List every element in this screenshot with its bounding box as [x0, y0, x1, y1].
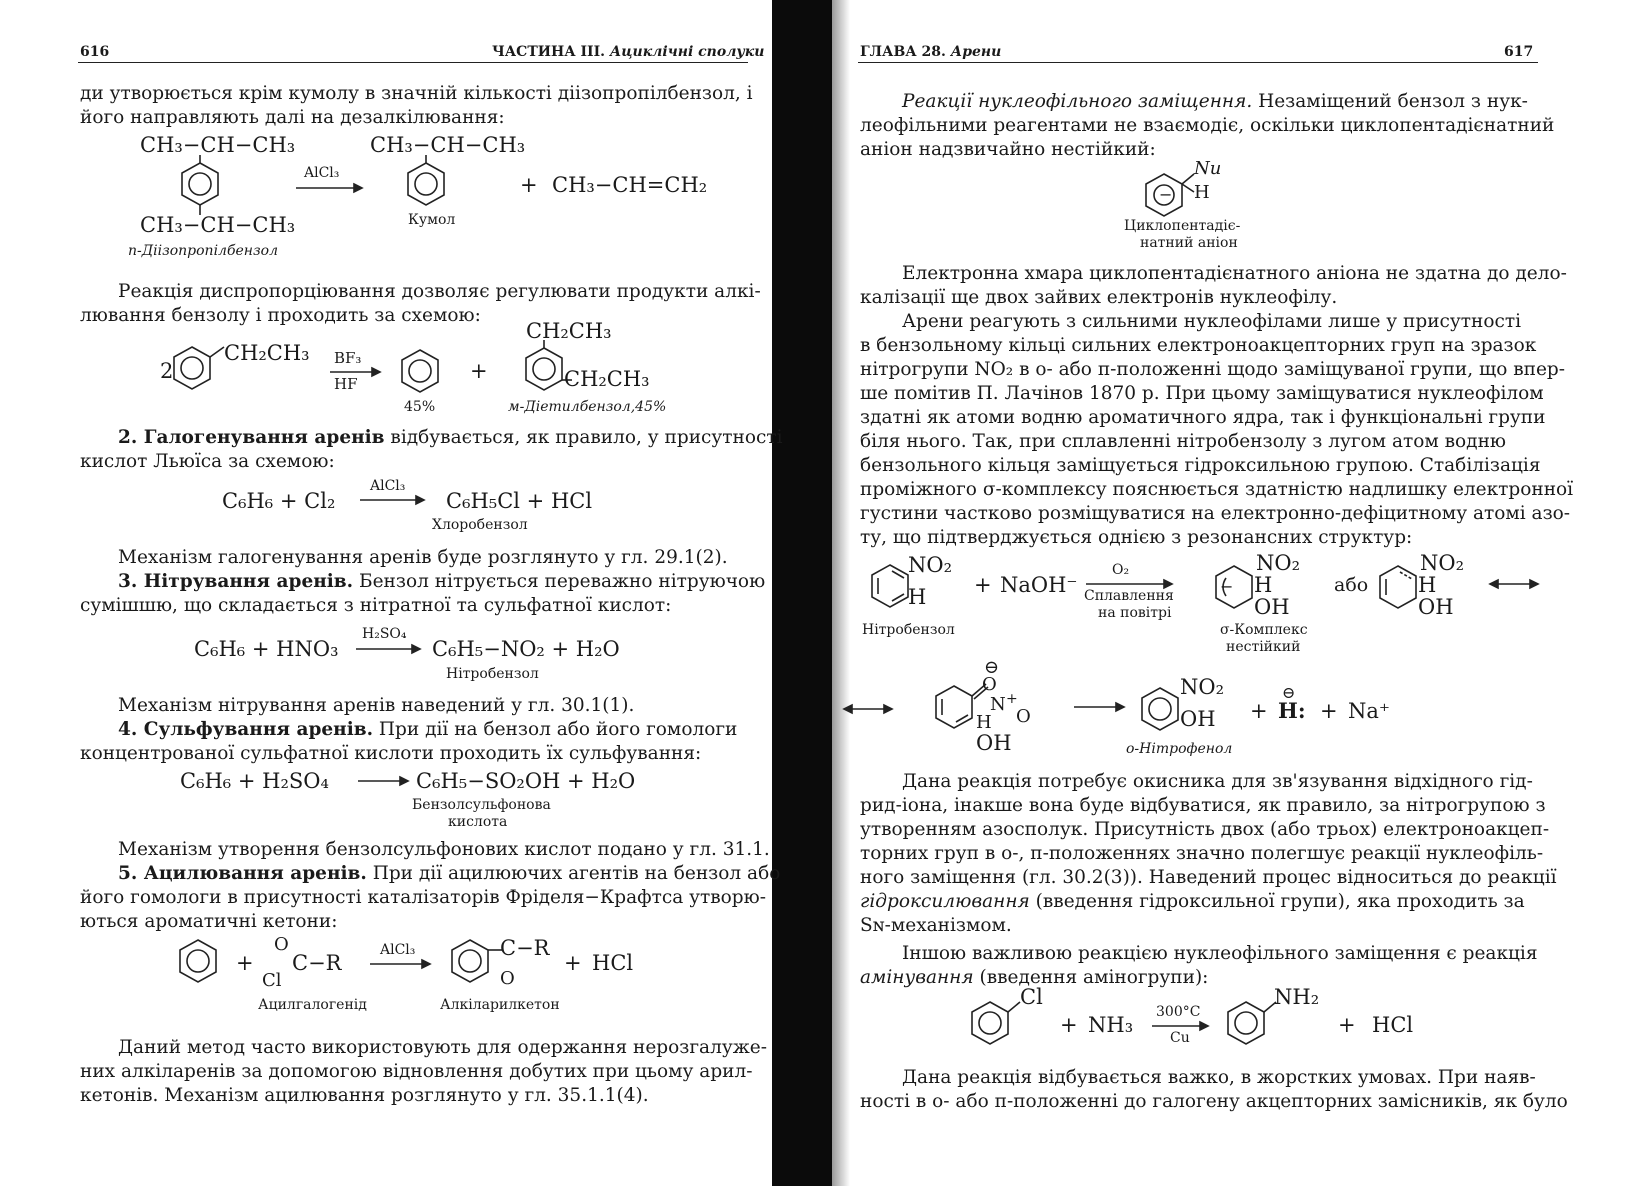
sigma-minus: − — [1220, 577, 1234, 596]
aci-oh: OH — [976, 731, 1012, 755]
cumene-ring — [404, 155, 448, 207]
amin-nh2: NH₂ — [1274, 985, 1320, 1009]
sulfo-label-2: кислота — [448, 814, 508, 830]
acyl-cr: C−R — [292, 951, 342, 975]
sulfo-rhs: C₆H₅−SO₂OH + H₂O — [416, 769, 636, 793]
np-oh: OH — [1180, 707, 1216, 731]
aci-o2: O — [1016, 706, 1031, 727]
resonance-arrow-2 — [844, 703, 892, 715]
book-spine-shadow — [832, 0, 850, 1186]
res-no2: NO₂ — [1420, 551, 1465, 575]
anion-label-1: Циклопентадіє- — [1124, 218, 1241, 234]
left-line: Механізм галогенування аренів буде розглянуто у гл. 29.1(2). — [118, 547, 728, 568]
mech1-reagent-top: O₂ — [1112, 562, 1130, 578]
nitro-arrow — [356, 645, 420, 655]
aci-n: N — [990, 694, 1006, 715]
left-line: його направляють далі на дезалкілювання: — [80, 107, 505, 128]
right-line: бензольного кільця заміщується гідроксильною групою. Стабілізація — [860, 455, 1541, 476]
right-line: ше помітив П. Лачінов 1870 р. При цьому заміщуватися нуклеофілом — [860, 383, 1544, 404]
right-line: Дана реакція потребує окисника для зв'язування відхідного гід- — [902, 771, 1533, 792]
sigma-label-2: нестійкий — [1226, 639, 1301, 655]
right-line: нітрогрупи NO₂ в о- або п-положенні щодо заміщуваної групи, що впер- — [860, 359, 1566, 380]
right-page — [850, 0, 1626, 1186]
acyl-label-2: Алкіларилкетон — [440, 997, 560, 1013]
scheme2-reagent-bottom: HF — [334, 375, 358, 393]
acylation-heading — [118, 862, 780, 886]
nb-h: H — [908, 585, 927, 609]
amination-term: амінування — [860, 967, 974, 988]
amin-nh3: NH₃ — [1088, 1013, 1134, 1037]
diethylbenzene-label: м-Діетилбензол,45% — [508, 399, 667, 415]
halogenation-heading — [118, 426, 783, 450]
hydroxylation-text: (введення гідроксильної групи), яка проходить за — [1029, 891, 1525, 912]
left-page-number: 616 — [80, 44, 110, 60]
propene: CH₃−CH=CH₂ — [552, 173, 708, 197]
naoh: NaOH⁻ — [1000, 573, 1078, 597]
benzene-yield: 45% — [404, 399, 436, 415]
right-header-title: Арени — [950, 44, 1002, 60]
sigma-h: H — [1254, 573, 1273, 597]
left-header-rule — [78, 62, 748, 63]
right-line: Дана реакція відбувається важко, в жорстких умовах. При наяв- — [902, 1067, 1536, 1088]
halo-rhs: C₆H₅Cl + HCl — [446, 489, 593, 513]
right-line: густини частково розміщуватися на електронно-дефіцитному атомі азо- — [860, 503, 1571, 524]
right-line: торних груп в о-, п-положеннях значно полегшує реакції нуклеофіль- — [860, 843, 1544, 864]
nb-no2: NO₂ — [908, 553, 953, 577]
scheme1-arrow — [296, 184, 362, 194]
amin-plus2: + — [1338, 1013, 1356, 1037]
nitration-heading — [118, 570, 765, 594]
acyl-arrow — [370, 960, 430, 970]
halo-lhs: C₆H₆ + Cl₂ — [222, 489, 336, 513]
halo-reagent: AlCl₃ — [370, 478, 406, 494]
aci-h: H — [976, 712, 992, 733]
sulfonation-heading — [118, 718, 737, 742]
np-label: о-Нітрофенол — [1126, 741, 1233, 757]
acyl-label-1: Ацилгалогенід — [258, 997, 367, 1013]
right-line: леофільними реагентами не взаємодіє, оскільки циклопентадієнатний — [860, 115, 1555, 136]
halo-arrow — [360, 496, 424, 506]
res-h: H — [1418, 573, 1437, 597]
right-line: в бензольному кільці сильних електроноакцепторних груп на зразок — [860, 335, 1537, 356]
right-line: утворенням азосполук. Присутність двох (або трьох) електроноакцеп- — [860, 819, 1550, 840]
sigma-oh: OH — [1254, 595, 1290, 619]
amination-text: (введення аміногрупи): — [973, 967, 1209, 988]
right-header-prefix: ГЛАВА 28. — [860, 44, 946, 60]
nucleophilic-heading — [902, 90, 1528, 114]
scheme2-reagent-top: BF₃ — [334, 349, 362, 367]
left-line: них алкіларенів за допомогою відновлення добутих при цьому арил- — [80, 1061, 753, 1082]
halo-label: Хлоробензол — [432, 517, 528, 533]
sulfo-arrow — [358, 777, 408, 787]
left-line: ються ароматичні кетони: — [80, 911, 338, 932]
left-line: лювання бензолу і проходить за схемою: — [80, 305, 481, 326]
acyl-hcl: HCl — [592, 951, 634, 975]
nitration-title: 3. Нітрування аренів. — [118, 571, 354, 592]
np-no2: NO₂ — [1180, 675, 1225, 699]
left-line: кетонів. Механізм ацилювання розглянуто у гл. 35.1.1(4). — [80, 1085, 649, 1106]
amin-cond-bottom: Cu — [1170, 1030, 1190, 1046]
diiso-bottom-group: CH₃−CH−CH₃ — [140, 213, 296, 237]
left-line: Даний метод часто використовують для одержання нерозгалуже- — [118, 1037, 767, 1058]
ethyl-sub: CH₂CH₃ — [224, 341, 310, 365]
right-line: біля нього. Так, при сплавленні нітробензолу з лугом атом водню — [860, 431, 1507, 452]
left-line: Механізм утворення бензолсульфонових кислот подано у гл. 31.1. — [118, 839, 770, 860]
diiso-label: п-Діізопропілбензол — [128, 243, 278, 259]
amin-cond-top: 300°C — [1156, 1004, 1201, 1020]
sulfonation-text: При дії на бензол або його гомологи — [373, 719, 738, 740]
nitration-text: Бензол нітрується переважно нітруючою — [353, 571, 766, 592]
sigma-no2: NO₂ — [1256, 551, 1301, 575]
aci-neg-1: ⊖ — [984, 657, 1000, 678]
diiso-top-group: CH₃−CH−CH₃ — [140, 133, 296, 157]
ethylbenzene-ring — [172, 345, 232, 391]
right-line: Sɴ-механізмом. — [860, 915, 1012, 936]
nucleophilic-text: Незаміщений бензол з нук- — [1252, 91, 1528, 112]
resonance-arrow-1 — [1490, 578, 1538, 590]
left-line: сумішшю, що складається з нітратної та сульфатної кислот: — [80, 595, 672, 616]
right-line: рид-іона, інакше вона буде відбуватися, як правило, за нітрогрупою з — [860, 795, 1546, 816]
ketone-o: O — [500, 968, 515, 989]
sigma-label-1: σ-Комплекс — [1220, 622, 1308, 638]
left-line: кислот Льюїса за схемою: — [80, 451, 335, 472]
scheme1-reagent: AlCl₃ — [304, 165, 340, 181]
nitro-reagent: H₂SO₄ — [362, 626, 407, 642]
nitro-label: Нітробензол — [446, 666, 539, 682]
mech2-plus1: + — [1250, 699, 1268, 723]
anion-h: H — [1194, 182, 1210, 203]
cumene-group: CH₃−CH−CH₃ — [370, 133, 526, 157]
hydride: H: — [1278, 698, 1306, 723]
halogenation-text: відбувається, як правило, у присутності — [384, 427, 783, 448]
amin-plus1: + — [1060, 1013, 1078, 1037]
right-running-header — [860, 44, 1001, 64]
halogenation-title: 2. Галогенування аренів — [118, 427, 385, 448]
right-line: Арени реагують з сильними нуклеофілами лише у присутності — [902, 311, 1522, 332]
nb-label: Нітробензол — [862, 622, 955, 638]
scheme2-plus: + — [470, 359, 488, 383]
hydride-charge: ⊖ — [1282, 683, 1296, 702]
right-line: ного заміщення (гл. 30.2(3)). Наведений процес відноситься до реакції — [860, 867, 1557, 888]
right-line: проміжного σ-комплексу пояснюється здатністю надлишку електронної — [860, 479, 1574, 500]
right-line: Електронна хмара циклопентадієнатного аніона не здатна до дело- — [902, 263, 1567, 284]
left-header-prefix: ЧАСТИНА III. — [492, 44, 605, 60]
right-line: аніон надзвичайно нестійкий: — [860, 139, 1156, 160]
right-line: ту, що підтверджується однією з резонансних структур: — [860, 527, 1413, 548]
anion-label-2: натний аніон — [1140, 235, 1238, 251]
right-page-number: 617 — [1504, 44, 1534, 60]
amin-hcl: HCl — [1372, 1013, 1414, 1037]
nitro-lhs: C₆H₆ + HNO₃ — [194, 637, 339, 661]
cumene-label: Кумол — [408, 212, 456, 228]
left-line: Реакція диспропорціювання дозволяє регулювати продукти алкі- — [118, 281, 761, 302]
mech1-abo: або — [1334, 574, 1369, 596]
sulfonation-title: 4. Сульфування аренів. — [118, 719, 374, 740]
res-oh: OH — [1418, 595, 1454, 619]
diiso-ring — [178, 155, 222, 215]
right-line-hydroxylation — [860, 890, 1525, 914]
sulfo-label-1: Бензолсульфонова — [412, 797, 551, 813]
right-line: Іншою важливою реакцією нуклеофільного заміщення є реакція — [902, 943, 1538, 964]
anion-minus: − — [1159, 185, 1173, 204]
benzene-ring — [400, 348, 444, 394]
acylation-title: 5. Ацилювання аренів. — [118, 863, 367, 884]
right-line: здатні як атоми водню ароматичного ядра, так і функціональні групи — [860, 407, 1546, 428]
mech1-reagent-b2: на повітрі — [1098, 605, 1172, 621]
aci-nplus: + — [1006, 691, 1018, 707]
scheme1-plus: + — [520, 173, 538, 197]
right-line: калізації ще двох зайвих електронів нуклеофілу. — [860, 287, 1338, 308]
anion-nu: Nu — [1194, 158, 1222, 179]
acyl-o: O — [274, 934, 289, 955]
acyl-plus1: + — [236, 951, 254, 975]
acyl-cl: Cl — [262, 970, 282, 991]
left-line: ди утворюється крім кумолу в значній кількості діізопропілбензол, і — [80, 83, 753, 104]
mech1-reagent-b1: Сплавлення — [1084, 588, 1174, 604]
right-line: ності в о- або п-положенні до галогену акцепторних замісників, як було — [860, 1091, 1568, 1112]
scheme2-coef: 2 — [160, 359, 174, 383]
acylation-text: При дії ацилюючих агентів на бензол або — [366, 863, 781, 884]
sulfo-lhs: C₆H₆ + H₂SO₄ — [180, 769, 329, 793]
mech2-arrow — [1074, 703, 1124, 713]
left-header-title: Ациклічні сполуки — [609, 44, 765, 60]
left-page — [0, 0, 790, 1186]
right-header-rule — [858, 62, 1538, 63]
diethyl-top-sub: CH₂CH₃ — [526, 319, 612, 343]
left-line: концентрованої сульфатної кислоти проходить їх сульфування: — [80, 743, 702, 764]
ketone-cr: C−R — [500, 936, 550, 960]
hydroxylation-term: гідроксилювання — [860, 891, 1030, 912]
aci-o1: O — [982, 674, 997, 695]
mech2-plus2: + — [1320, 699, 1338, 723]
diethyl-side-sub: CH₂CH₃ — [564, 367, 650, 391]
nitro-rhs: C₆H₅−NO₂ + H₂O — [432, 637, 620, 661]
sodium-ion: Na⁺ — [1348, 699, 1390, 723]
acyl-plus2: + — [564, 951, 582, 975]
amin-cl: Cl — [1020, 985, 1043, 1009]
acyl-benzene-ring — [178, 938, 222, 984]
mech1-plus: + — [974, 573, 992, 597]
nucleophilic-title: Реакції нуклеофільного заміщення. — [902, 91, 1253, 112]
left-running-header — [492, 44, 764, 64]
left-line: Механізм нітрування аренів наведений у гл. 30.1(1). — [118, 695, 635, 716]
acyl-reagent: AlCl₃ — [380, 942, 416, 958]
left-line: його гомологи в присутності каталізаторів Фріделя−Крафтса утворю- — [80, 887, 766, 908]
